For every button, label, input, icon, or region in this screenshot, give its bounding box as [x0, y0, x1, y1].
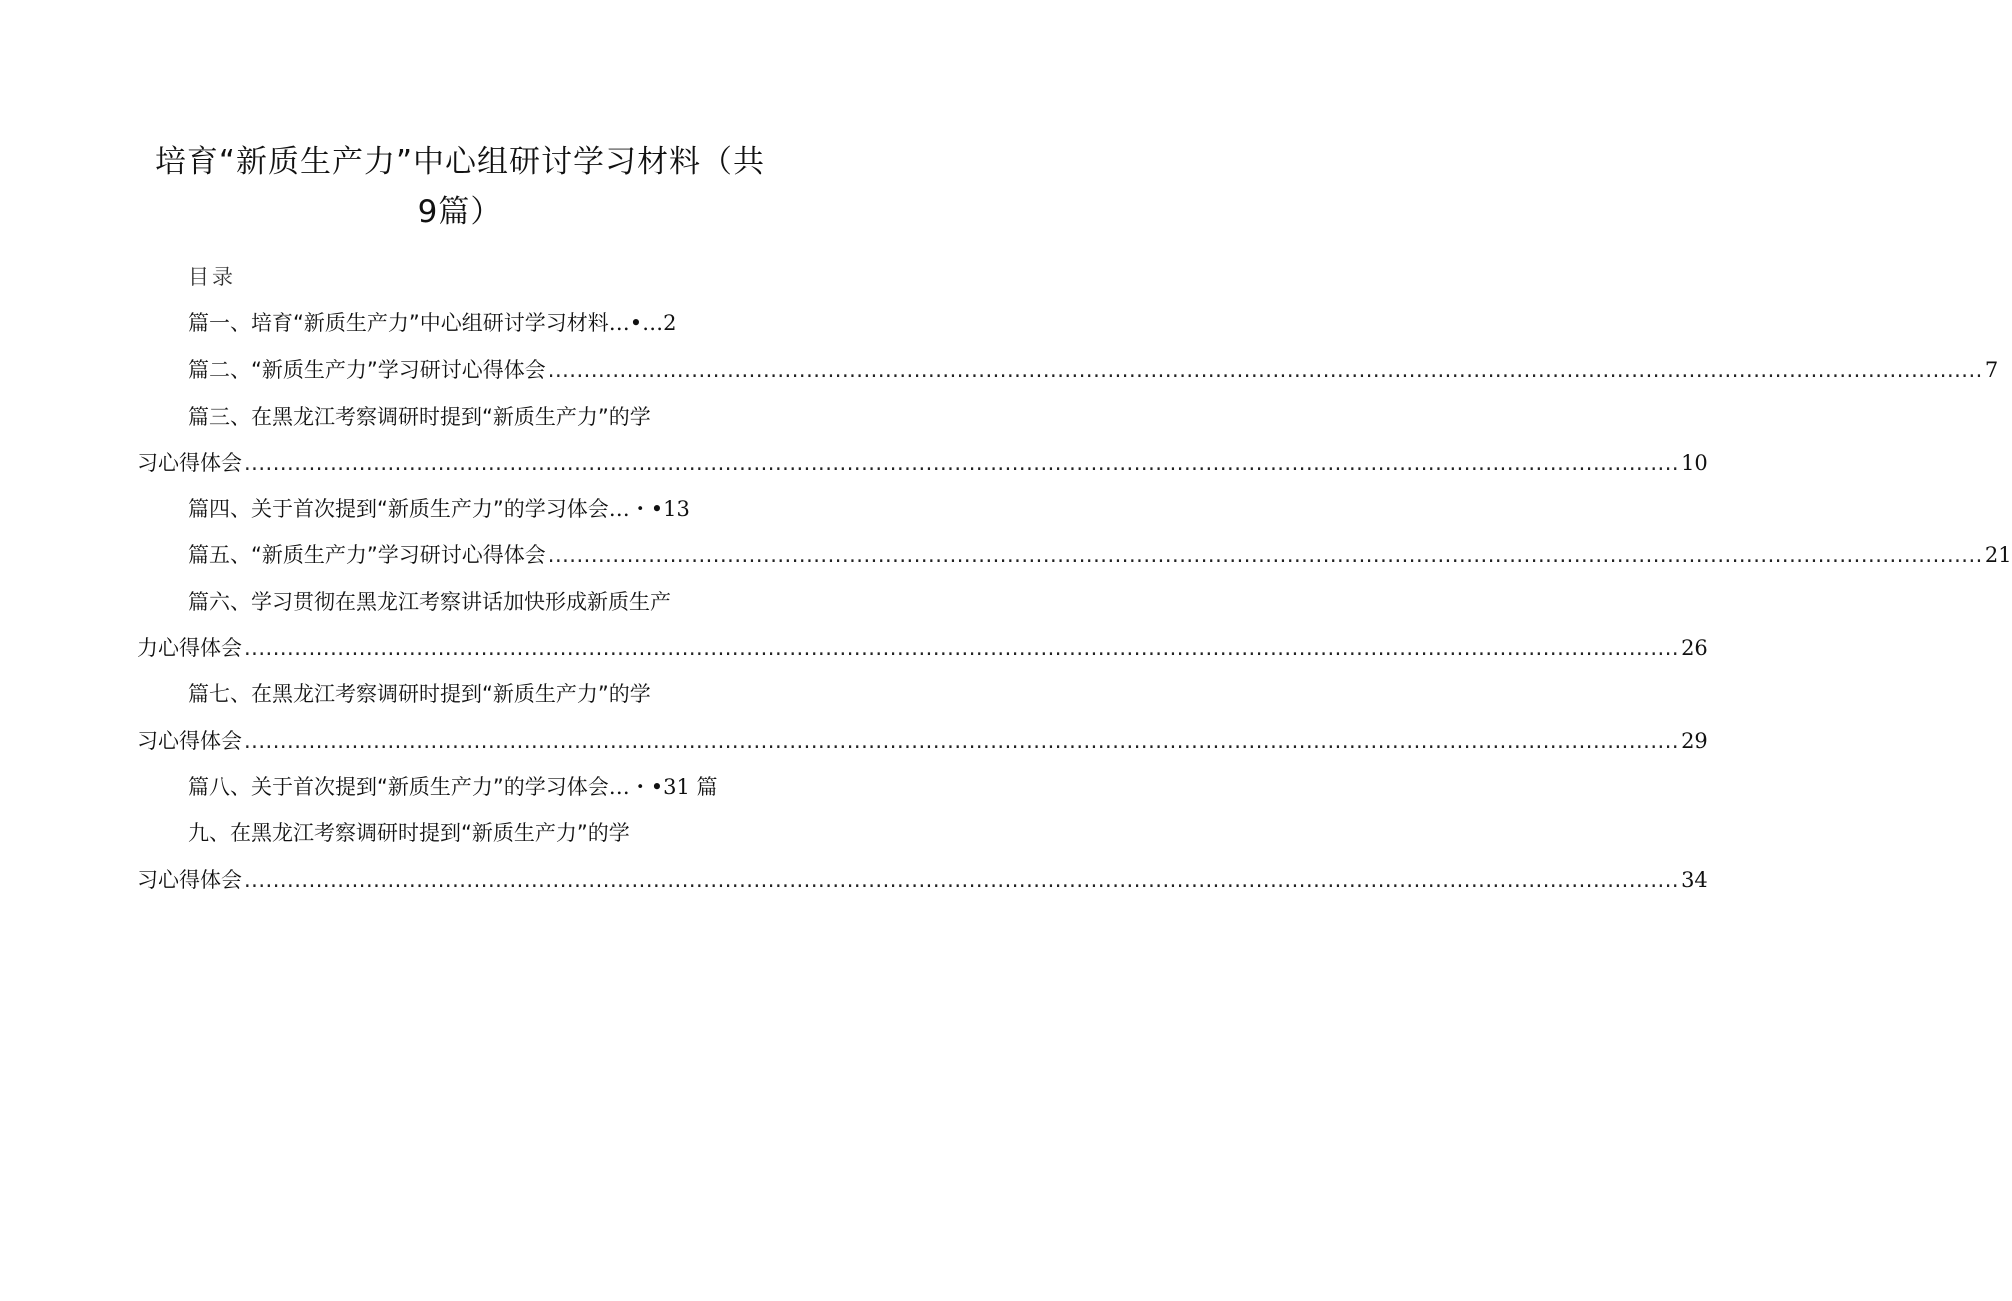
- toc-entry-3: [137, 447, 1708, 479]
- toc-entry-7-page: 29: [1681, 729, 1708, 753]
- toc-heading: 目录: [188, 265, 236, 289]
- toc-entry-9-title-cont: 习心得体会: [137, 868, 242, 892]
- toc-entry-6-leader: ........................................................................................................................................................................................................: [244, 636, 1680, 660]
- toc-entry-2-page: 7: [1984, 358, 1999, 382]
- toc-entry-6: [137, 632, 1708, 664]
- toc-entry-7-line-1: 篇七、在黑龙江考察调研时提到“新质生产力”的学: [188, 682, 651, 706]
- toc-entry-2-leader: ........................................................................................................................................................................................................: [547, 358, 1983, 382]
- document-title-line-2: 9篇）: [417, 194, 503, 230]
- document-title-line-1: 培育“新质生产力”中心组研讨学习材料（共: [154, 144, 766, 180]
- toc-entry-7-title-cont: 习心得体会: [137, 729, 242, 753]
- toc-entry-9: [137, 864, 1708, 896]
- toc-entry-8-title: 篇八、关于首次提到“新质生产力”的学习体会: [188, 775, 609, 799]
- toc-entry-3-page: 10: [1681, 451, 1708, 475]
- toc-entry-4-title: 篇四、关于首次提到“新质生产力”的学习体会: [188, 497, 609, 521]
- toc-entry-1-title: 篇一、培育“新质生产力”中心组研讨学习材料: [188, 311, 609, 335]
- toc-entry-8-leader-page: …・•31 篇: [608, 775, 718, 799]
- toc-entry-3-line-1: 篇三、在黑龙江考察调研时提到“新质生产力”的学: [188, 405, 651, 429]
- toc-entry-7: [137, 725, 1708, 757]
- toc-entry-4: [188, 493, 690, 525]
- toc-entry-6-title-cont: 力心得体会: [137, 636, 242, 660]
- toc-entry-8: [188, 771, 718, 803]
- toc-entry-2: [188, 354, 1999, 386]
- toc-entry-5-page: 21: [1984, 543, 2012, 567]
- toc-entry-9-leader: ........................................................................................................................................................................................................: [244, 868, 1680, 892]
- toc-entry-5-title: 篇五、“新质生产力”学习研讨心得体会: [188, 543, 546, 567]
- toc-entry-2-title: 篇二、“新质生产力”学习研讨心得体会: [188, 358, 546, 382]
- toc-entry-1-leader-page: …•…2: [608, 311, 677, 335]
- toc-entry-6-page: 26: [1681, 636, 1708, 660]
- toc-entry-5: [188, 539, 2012, 571]
- toc-entry-7-leader: ........................................................................................................................................................................................................: [244, 729, 1680, 753]
- toc-entry-4-leader-page: …・•13: [608, 497, 690, 521]
- toc-entry-3-title-cont: 习心得体会: [137, 451, 242, 475]
- toc-entry-9-page: 34: [1681, 868, 1708, 892]
- toc-entry-3-leader: ........................................................................................................................................................................................................: [244, 451, 1680, 475]
- toc-entry-5-leader: ........................................................................................................................................................................................................: [547, 543, 1983, 567]
- toc-entry-9-line-1: 九、在黑龙江考察调研时提到“新质生产力”的学: [188, 821, 630, 845]
- toc-entry-1: [188, 307, 677, 339]
- toc-entry-6-line-1: 篇六、学习贯彻在黑龙江考察讲话加快形成新质生产: [188, 590, 671, 614]
